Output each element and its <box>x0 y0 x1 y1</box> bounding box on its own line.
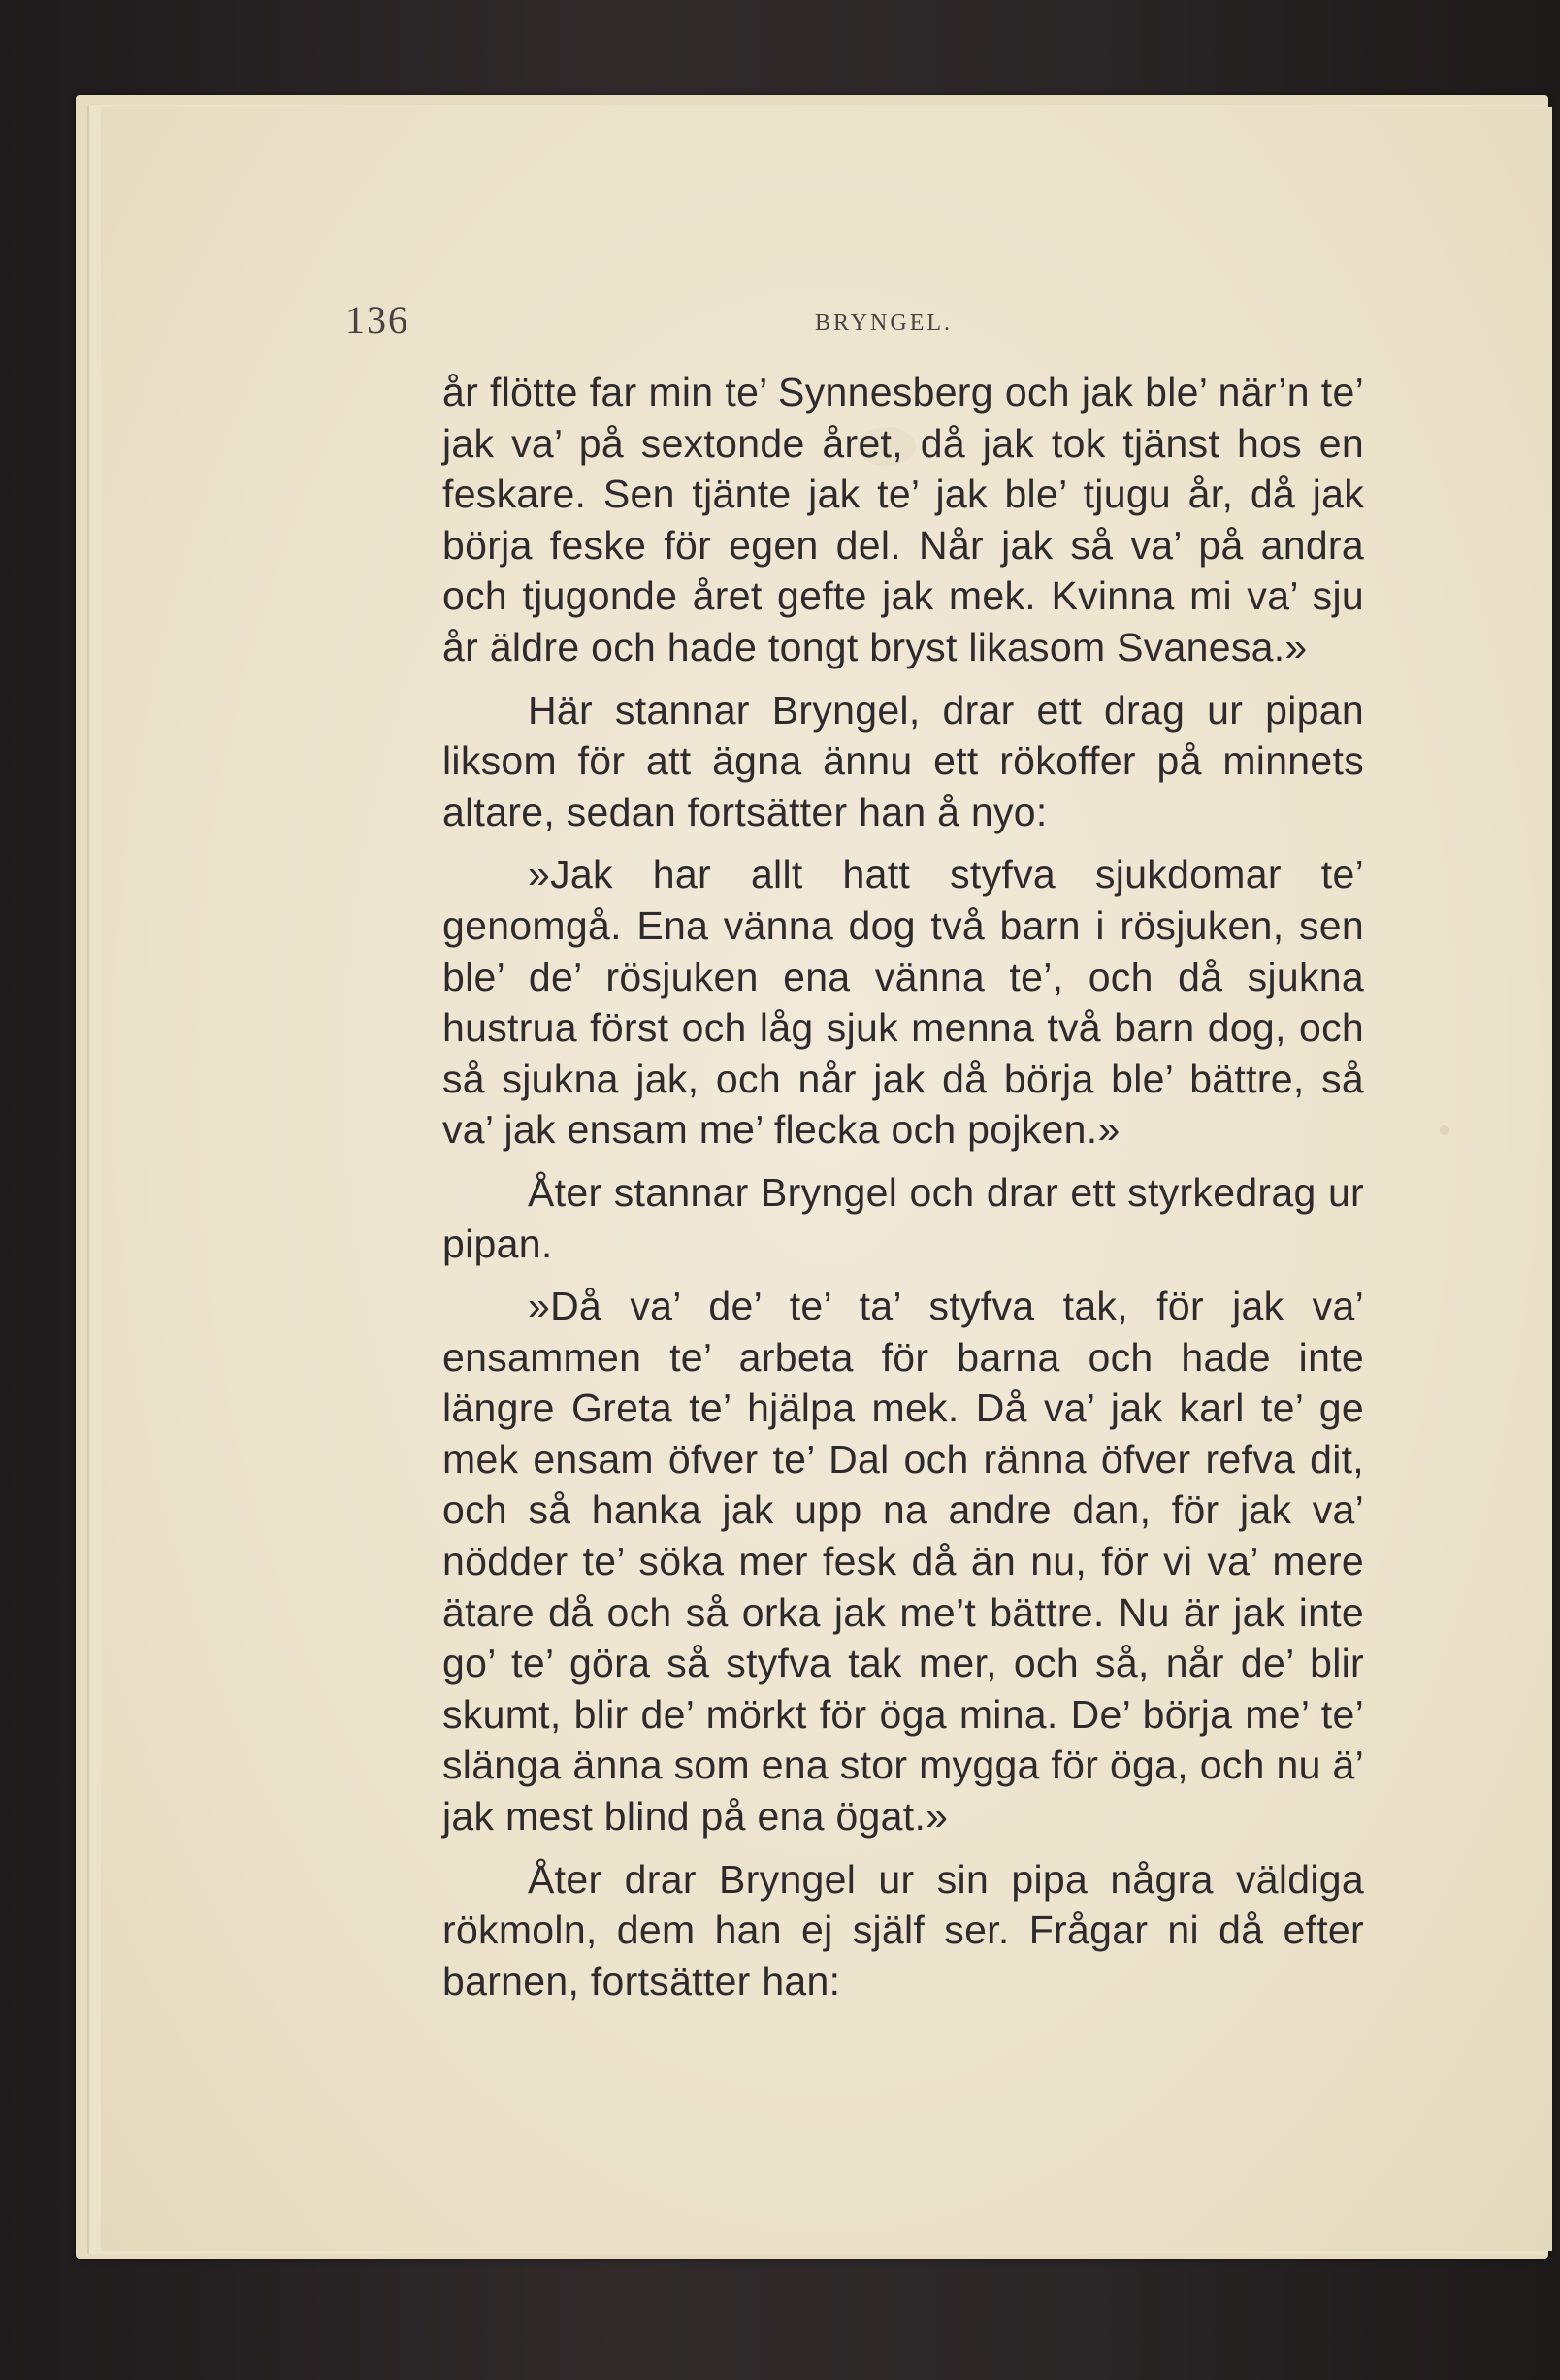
paragraph: Åter stannar Bryngel och drar ett styrkedrag ur pipan. <box>442 1169 1364 1266</box>
paragraph: år flötte far min te’ Synnesberg och jak ble’ när’n te’ jak va’ på sextonde året, då jak tok tjänst hos en feskare. Sen tjänte jak te’ jak ble’ tjugu år, då jak börja feske för egen del. Når jak så va’ på andra och tjugonde året gefte jak mek. Kvinna mi va’ sju år äldre och hade tongt bryst likasom Svanesa.» <box>442 370 1364 669</box>
paper-stain <box>1440 1125 1449 1135</box>
paragraph: Här stannar Bryngel, drar ett drag ur pipan liksom för att ägna ännu ett rökoffer på minnets altare, sedan fortsätter han å nyo: <box>442 687 1364 834</box>
running-title: BRYNGEL. <box>815 310 954 336</box>
page-header <box>345 297 1024 345</box>
page-number: 136 <box>345 298 409 342</box>
body-text <box>442 367 1364 2006</box>
paragraph: »Jak har allt hatt styfva sjukdomar te’ genomgå. Ena vänna dog två barn i rösjuken, sen ble’ de’ rösjuken ena vänna te’, och då sjukna hustrua först och låg sjuk menna två barn dog, och så sjukna jak, och når jak då börja ble’ bättre, så va’ jak ensam me’ flecka och pojken.» <box>442 852 1364 1153</box>
paragraph: »Då va’ de’ te’ ta’ styfva tak, för jak va’ ensammen te’ arbeta för barna och hade inte längre Greta te’ hjälpa mek. Då va’ jak karl te’ ge mek ensam öfver te’ Dal och ränna öfver refva dit, och så hanka jak upp na andre dan, för jak va’ nödder te’ söka mer fesk då än nu, för vi va’ mere ätare då och så orka jak me’t bättre. Nu är jak inte go’ te’ göra så styfva tak mer, och så, når de’ blir skumt, blir de’ mörkt för öga mina. De’ börja me’ te’ slänga änna som ena stor mygga för öga, och nu ä’ jak mest blind på ena ögat.» <box>442 1284 1364 1840</box>
paragraph: Åter drar Bryngel ur sin pipa några väldiga rökmoln, dem han ej själf ser. Frågar ni då efter barnen, fortsätter han: <box>442 1856 1364 2004</box>
